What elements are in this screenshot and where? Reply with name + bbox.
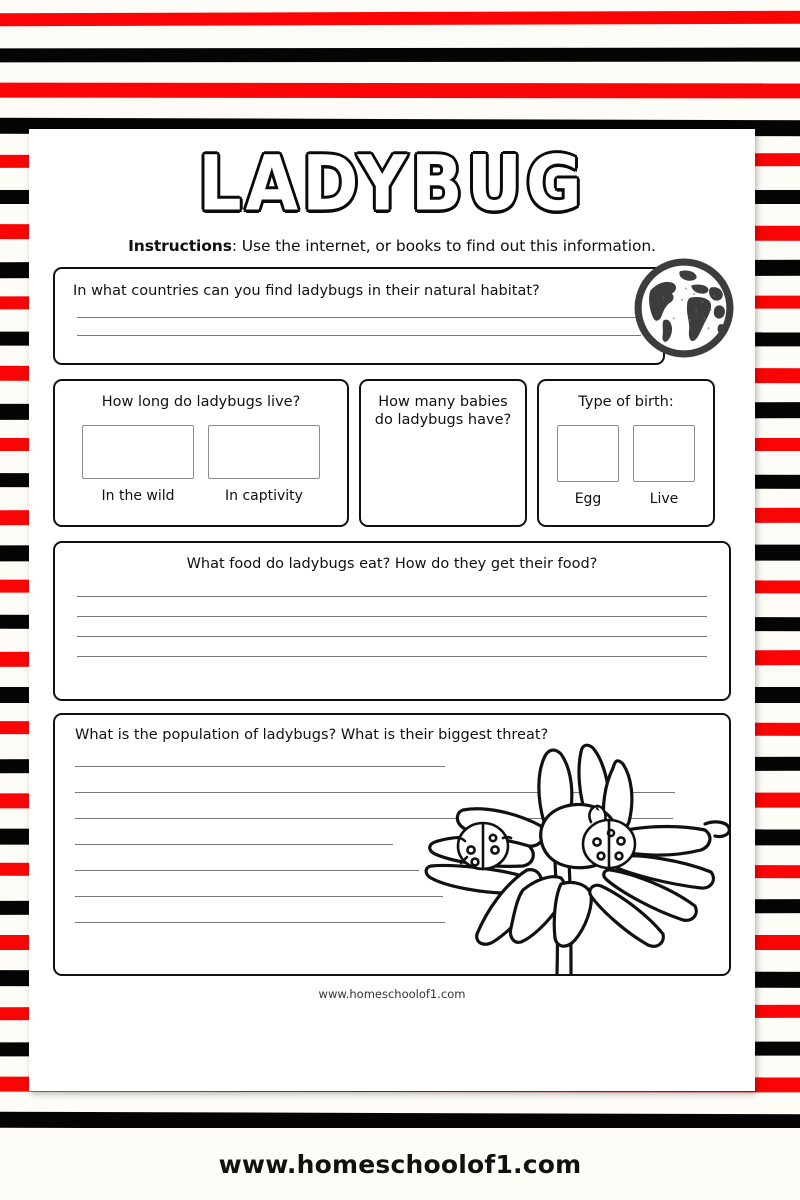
- answer-input-box[interactable]: [82, 425, 194, 479]
- question-box-food: [53, 541, 731, 701]
- population-answer-lines: [75, 766, 709, 923]
- answer-input-box[interactable]: [208, 425, 320, 479]
- question-box-lifespan: [53, 379, 349, 527]
- question-countries-prompt: In what countries can you find ladybugs in their natural habitat?: [73, 283, 540, 299]
- lifespan-answer-captivity: [208, 425, 320, 504]
- answer-line[interactable]: [77, 335, 641, 336]
- question-population-prompt: What is the population of ladybugs? What is their biggest threat?: [75, 727, 549, 743]
- question-food-prompt: What food do ladybugs eat? How do they get their food?: [186, 556, 598, 572]
- question-lifespan-prompt: How long do ladybugs live?: [101, 394, 301, 410]
- instructions-text: : Use the internet, or books to find out this information.: [231, 237, 656, 255]
- birth-answer-live: [633, 425, 695, 507]
- page-footer-url: www.homeschoolof1.com: [318, 987, 466, 1001]
- answer-line[interactable]: [77, 596, 707, 597]
- background-stripe: [0, 48, 800, 63]
- answer-line[interactable]: [75, 922, 445, 923]
- answer-label: In the wild: [101, 488, 175, 505]
- question-box-population: [53, 713, 731, 976]
- banner-site-url: www.homeschoolof1.com: [218, 1149, 582, 1179]
- answer-line[interactable]: [77, 636, 707, 637]
- instructions-label: Instructions: [128, 237, 232, 255]
- worksheet-page: [29, 129, 755, 1091]
- question-box-babies[interactable]: [359, 379, 527, 527]
- answer-label: Live: [649, 491, 679, 508]
- lifespan-answer-wild: [82, 425, 194, 504]
- question-babies-prompt: How many babies do ladybugs have?: [374, 394, 512, 429]
- page-title: LADYBUG: [198, 140, 586, 229]
- question-box-birth: [537, 379, 715, 527]
- answer-line[interactable]: [75, 766, 445, 767]
- answer-line[interactable]: [75, 870, 419, 871]
- answer-line[interactable]: [77, 656, 707, 657]
- answer-line[interactable]: [75, 792, 675, 793]
- title-container: [29, 129, 755, 229]
- globe-icon: [633, 257, 735, 359]
- background-stripe: [0, 11, 800, 27]
- question-row-countries: [53, 267, 731, 365]
- answer-label: In captivity: [225, 488, 303, 505]
- answer-label: Egg: [574, 491, 602, 508]
- answer-line[interactable]: [75, 844, 393, 845]
- birth-answer-egg: [557, 425, 619, 507]
- bottom-banner: [0, 1128, 800, 1200]
- answer-line[interactable]: [75, 896, 443, 897]
- answer-line[interactable]: [77, 616, 707, 617]
- background-stripe: [0, 83, 800, 99]
- birth-answer-group: [557, 425, 695, 507]
- question-box-countries: [53, 267, 665, 365]
- lifespan-answer-group: [82, 425, 320, 504]
- question-birth-prompt: Type of birth:: [578, 394, 674, 410]
- instructions-line: [29, 237, 755, 255]
- question-row-three: [53, 379, 731, 527]
- answer-checkbox[interactable]: [633, 425, 695, 482]
- answer-checkbox[interactable]: [557, 425, 619, 482]
- answer-line[interactable]: [77, 317, 641, 318]
- answer-line[interactable]: [75, 818, 673, 819]
